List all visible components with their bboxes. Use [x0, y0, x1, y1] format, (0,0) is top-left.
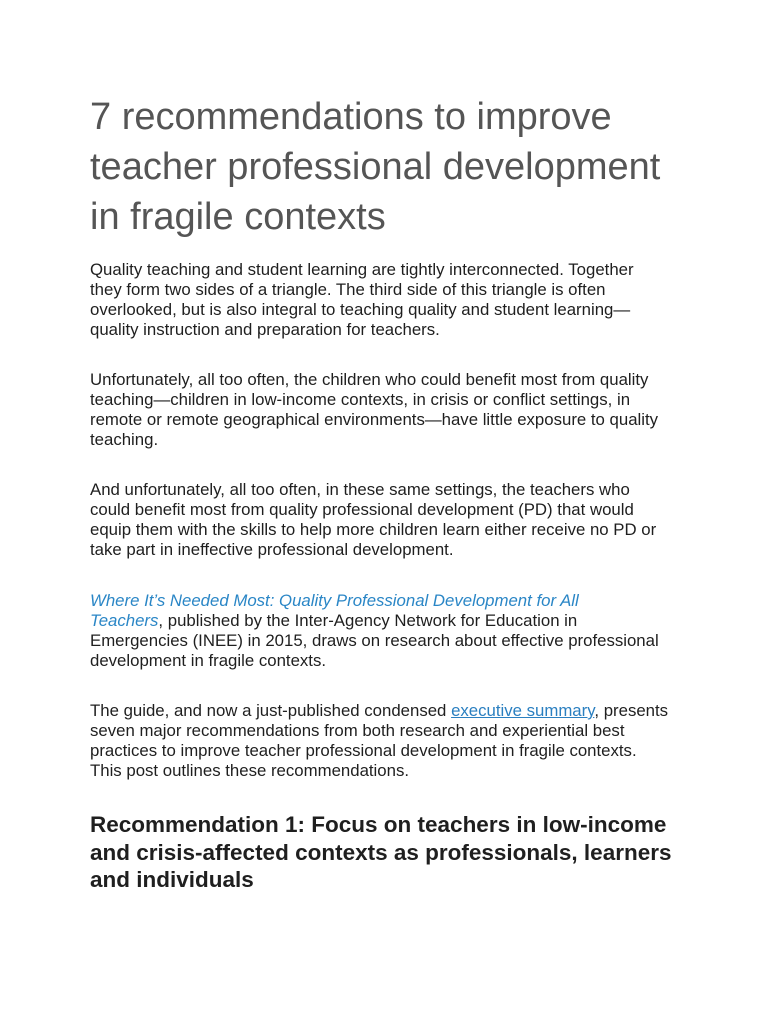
paragraph-line: practices to improve teacher professional development in fragile contexts.: [90, 741, 637, 760]
paragraph-line: And unfortunately, all too often, in these same settings, the teachers who: [90, 480, 630, 499]
paragraph-line: development in fragile contexts.: [90, 651, 327, 670]
paragraph-line: equip them with the skills to help more children learn either receive no PD or: [90, 520, 657, 539]
paragraph-line: Emergencies (INEE) in 2015, draws on research about effective professional: [90, 631, 659, 650]
paragraph-line: [90, 591, 682, 611]
page-title: 7 recommendations to improve teacher professional development in fragile contexts: [90, 96, 661, 238]
paragraph-text: , presents: [594, 701, 669, 720]
guide-title-link[interactable]: Where It’s Needed Most: Quality Professional Development for All: [90, 591, 579, 610]
article-body: [90, 92, 682, 894]
paragraph-text: , published by the Inter-Agency Network for Education in: [158, 611, 578, 630]
guide-title-link-continued[interactable]: Teachers: [90, 611, 159, 630]
paragraph-line: Quality teaching and student learning are tightly interconnected. Together: [90, 260, 634, 279]
paragraph-line: quality instruction and preparation for teachers.: [90, 320, 440, 339]
children-paragraph: [90, 370, 682, 450]
source-paragraph: [90, 591, 682, 671]
paragraph-line: they form two sides of a triangle. The third side of this triangle is often: [90, 280, 606, 299]
executive-summary-link[interactable]: executive summary: [451, 701, 595, 720]
paragraph-line: teaching.: [90, 430, 159, 449]
paragraph-text: The guide, and now a just-published condensed: [90, 701, 452, 720]
paragraph-line: remote or remote geographical environments—have little exposure to quality: [90, 410, 659, 429]
paragraph-line: This post outlines these recommendations.: [90, 761, 410, 780]
paragraph-line: teaching—children in low-income contexts, in crisis or conflict settings, in: [90, 390, 631, 409]
paragraph-line: Unfortunately, all too often, the children who could benefit most from quality: [90, 370, 649, 389]
summary-paragraph: [90, 701, 682, 781]
paragraph-line: seven major recommendations from both research and experiential best: [90, 721, 625, 740]
paragraph-line: [90, 701, 682, 721]
paragraph-line: [90, 611, 682, 631]
section-heading: Recommendation 1: Focus on teachers in low-income and crisis-affected contexts as professionals, learners and individuals: [90, 812, 672, 892]
paragraph-line: overlooked, but is also integral to teaching quality and student learning—: [90, 300, 631, 319]
paragraph-line: take part in ineffective professional development.: [90, 540, 454, 559]
intro-paragraph: [90, 260, 682, 340]
paragraph-line: could benefit most from quality professional development (PD) that would: [90, 500, 634, 519]
teachers-paragraph: [90, 480, 682, 560]
